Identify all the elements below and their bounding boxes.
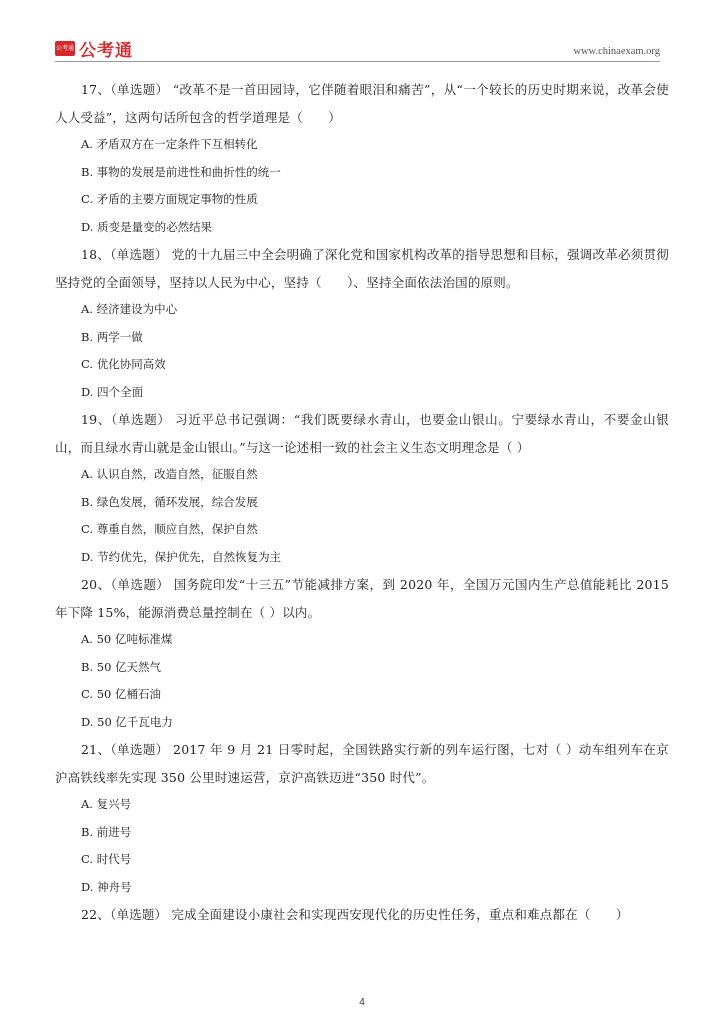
option-c[interactable]: C. 50 亿桶石油	[81, 687, 161, 701]
question-stem: 21、（单选题） 2017 年 9 月 21 日零时起，全国铁路实行新的列车运行图，七对（ ）动车组列车在京沪高铁线率先实现 350 公里时速运营，京沪高铁迈进“350 时代”。	[55, 742, 669, 785]
option-c[interactable]: C. 优化协同高效	[81, 357, 166, 371]
question-22	[55, 901, 669, 929]
option-d[interactable]: D. 四个全面	[81, 384, 144, 399]
page-number: 4	[359, 997, 365, 1008]
question-18	[55, 241, 669, 406]
option-d[interactable]: D. 神舟号	[81, 879, 132, 894]
question-20	[55, 571, 669, 736]
question-21	[55, 736, 669, 901]
question-stem: 18、（单选题） 党的十九届三中全会明确了深化党和国家机构改革的指导思想和目标，强调改革必须贯彻坚持党的全面领导，坚持以人民为中心，坚持（ ）、坚持全面依法治国的原则。	[55, 247, 669, 290]
option-b[interactable]: B. 绿色发展，循环发展，综合发展	[81, 494, 258, 509]
page-header	[0, 0, 724, 70]
option-c[interactable]: C. 时代号	[81, 852, 132, 866]
question-stem: 19、（单选题） 习近平总书记强调：“我们既要绿水青山，也要金山银山。宁要绿水青山，不要金山银山，而且绿水青山就是金山银山。”与这一论述相一致的社会主义生态文明理念是（ ）	[55, 412, 669, 455]
option-d[interactable]: D. 50 亿千瓦电力	[81, 714, 173, 729]
header-divider	[55, 61, 660, 62]
option-b[interactable]: B. 50 亿天然气	[81, 659, 162, 674]
brand-logo[interactable]	[55, 36, 133, 61]
option-a[interactable]: A. 50 亿吨标准煤	[81, 632, 173, 646]
question-list	[55, 76, 669, 929]
option-b[interactable]: B. 两学一做	[81, 329, 143, 344]
question-19	[55, 406, 669, 571]
option-d[interactable]: D. 节约优先，保护优先，自然恢复为主	[81, 549, 282, 564]
option-b[interactable]: B. 事物的发展是前进性和曲折性的统一	[81, 164, 281, 179]
logo-text: 公考通	[79, 41, 133, 61]
option-c[interactable]: C. 矛盾的主要方面规定事物的性质	[81, 192, 258, 206]
option-a[interactable]: A. 认识自然，改造自然，征服自然	[81, 467, 258, 481]
question-stem: 22、（单选题） 完成全面建设小康社会和实现西安现代化的历史性任务，重点和难点都在（ ）	[81, 907, 629, 922]
option-a[interactable]: A. 经济建设为中心	[81, 302, 178, 316]
question-stem: 20、（单选题） 国务院印发“十三五”节能减排方案，到 2020 年，全国万元国内生产总值能耗比 2015 年下降 15%，能源消费总量控制在（ ）以内。	[55, 577, 669, 620]
question-stem: 17、（单选题） “改革不是一首田园诗，它伴随着眼泪和痛苦”，从“一个较长的历史时期来说，改革会使人人受益”，这两句话所包含的哲学道理是（ ）	[55, 82, 669, 125]
option-c[interactable]: C. 尊重自然，顺应自然，保护自然	[81, 522, 258, 536]
option-a[interactable]: A. 复兴号	[81, 797, 132, 811]
option-d[interactable]: D. 质变是量变的必然结果	[81, 219, 213, 234]
question-17	[55, 76, 669, 241]
option-b[interactable]: B. 前进号	[81, 824, 132, 839]
logo-badge-icon: 公考通	[55, 41, 75, 56]
site-url-link[interactable]: www.chinaexam.org	[573, 46, 660, 57]
option-a[interactable]: A. 矛盾双方在一定条件下互相转化	[81, 137, 258, 151]
